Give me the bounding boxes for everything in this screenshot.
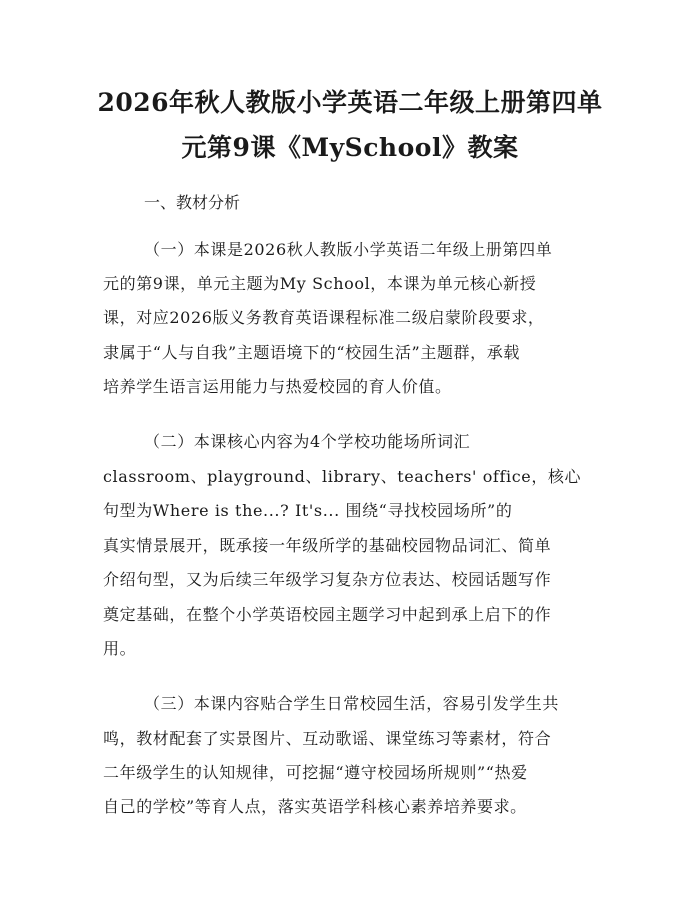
paragraph-1-line-3: 课，对应2026版义务教育英语课程标准二级启蒙阶段要求， <box>103 308 545 327</box>
paragraph-2-line-1: （二）本课核心内容为4个学校功能场所词汇 <box>144 432 471 451</box>
paragraph-3-line-2: 鸣，教材配套了实景图片、互动歌谣、课堂练习等素材，符合 <box>103 729 552 748</box>
paragraph-3-line-3: 二年级学生的认知规律，可挖掘“遵守校园场所规则”“热爱 <box>103 763 528 782</box>
paragraph-2-line-7: 用。 <box>103 639 137 658</box>
paragraph-1-line-5: 培养学生语言运用能力与热爱校园的育人价值。 <box>103 377 452 396</box>
paragraph-2-line-2: classroom、playground、library、teachers' office，核心 <box>103 467 582 486</box>
paragraph-2-line-5: 介绍句型，又为后续三年级学习复杂方位表达、校园话题写作 <box>103 570 552 589</box>
paragraph-3-line-4: 自己的学校”等育人点，落实英语学科核心素养培养要求。 <box>103 797 527 816</box>
paragraph-1-line-1: （一）本课是2026秋人教版小学英语二年级上册第四单 <box>144 240 553 259</box>
paragraph-1-line-2: 元的第9课，单元主题为My School，本课为单元核心新授 <box>103 274 537 293</box>
section-heading-textbook-analysis: 一、教材分析 <box>144 193 241 212</box>
paragraph-1-line-4: 隶属于“人与自我”主题语境下的“校园生活”主题群，承载 <box>103 343 520 362</box>
paragraph-2-line-3: 句型为Where is the...? It's... 围绕“寻找校园场所”的 <box>103 501 513 520</box>
document-title-line-1: 2026年秋人教版小学英语二年级上册第四单 <box>97 88 603 117</box>
document-title-line-2: 元第9课《MySchool》教案 <box>181 133 519 162</box>
paragraph-3-line-1: （三）本课内容贴合学生日常校园生活，容易引发学生共 <box>144 694 560 713</box>
paragraph-2-line-6: 奠定基础，在整个小学英语校园主题学习中起到承上启下的作 <box>103 605 552 624</box>
paragraph-2-line-4: 真实情景展开，既承接一年级所学的基础校园物品词汇、简单 <box>103 536 552 555</box>
